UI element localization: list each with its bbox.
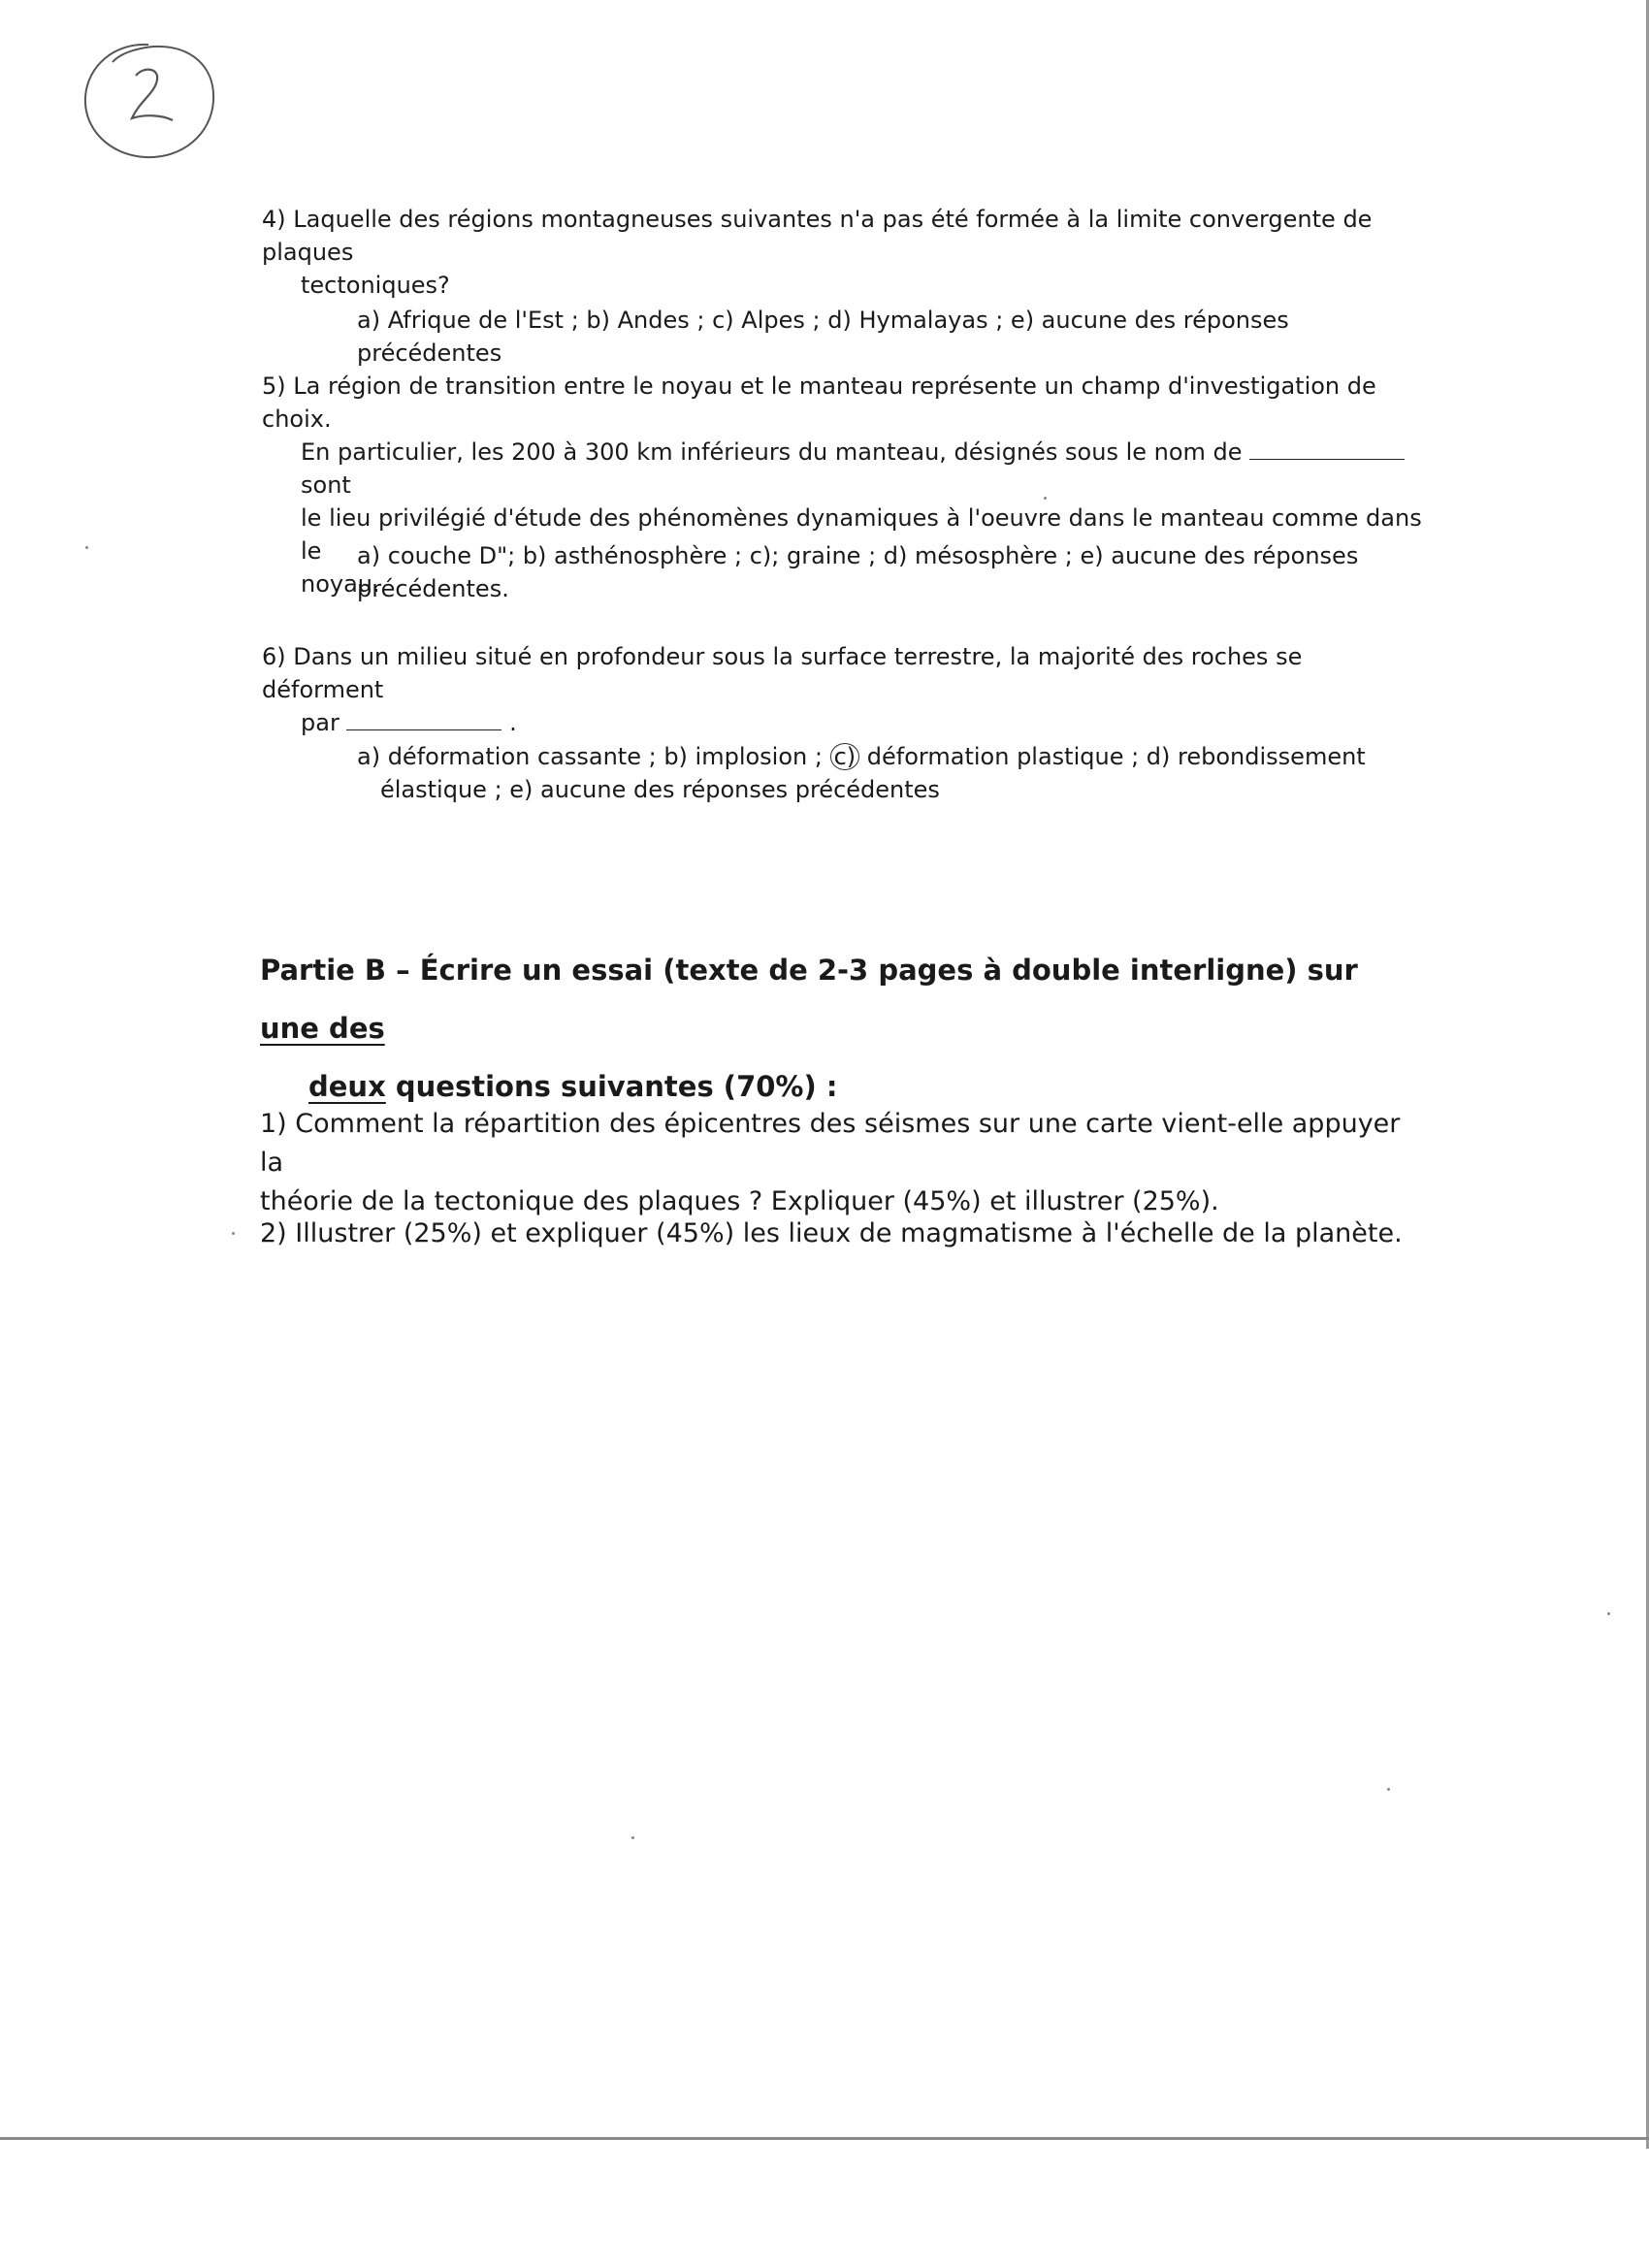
question-6-options-part-a: a) déformation cassante ; b) implosion ; [357, 743, 823, 770]
question-5-number: 5) [262, 373, 286, 400]
question-4-line-1 [262, 203, 1426, 269]
part-b-heading-line-1 [260, 941, 1424, 1057]
question-6-text-1: Dans un milieu situé en profondeur sous la surface terrestre, la majorité des roches se déforment [262, 643, 1303, 703]
question-5-options [357, 539, 1424, 605]
scan-speck [1044, 497, 1047, 500]
question-6-options-line-2: élastique ; e) aucune des réponses précédentes [380, 776, 940, 803]
question-4-options: a) Afrique de l'Est ; b) Andes ; c) Alpes ; d) Hymalayas ; e) aucune des réponses précédentes [357, 307, 1289, 367]
question-4-number: 4) [262, 206, 286, 233]
question-6-text-2a: par [301, 709, 340, 736]
essay-question-1-line-2: théorie de la tectonique des plaques ? Expliquer (45%) et illustrer (25%). [260, 1186, 1219, 1216]
page-mark-text: 2 [76, 37, 77, 38]
question-4-text-2: tectoniques? [301, 272, 450, 299]
question-5-text-2a: En particulier, les 200 à 300 km inférieurs du manteau, désignés sous le nom de [301, 438, 1243, 466]
question-6-blank [346, 708, 501, 730]
question-5-line-2 [262, 436, 1426, 502]
question-5-text-4: noyau. [301, 570, 380, 598]
part-b-heading-text-b: questions suivantes (70%) : [395, 1070, 838, 1103]
question-6-number: 6) [262, 643, 286, 670]
question-5-text-1: La région de transition entre le noyau et le manteau représente un champ d'investigation de choix. [262, 373, 1376, 433]
question-5-line-1 [262, 370, 1426, 436]
scan-speck [232, 1232, 235, 1235]
question-4 [262, 203, 1426, 302]
circled-answer-c: c) [830, 743, 860, 770]
part-b-heading-text-a: Partie B – Écrire un essai (texte de 2-3 pages à double interligne) sur [260, 954, 1358, 987]
question-4-text-1: Laquelle des régions montagneuses suivantes n'a pas été formée à la limite convergente de plaques [262, 206, 1373, 266]
part-b-heading-underlined-2: deux [308, 1070, 386, 1103]
question-5-blank [1249, 437, 1405, 460]
scan-bottom-edge [0, 2137, 1649, 2140]
question-6-line-1 [262, 640, 1426, 706]
scan-speck [1607, 1612, 1610, 1615]
question-5-text-3: le lieu privilégié d'étude des phénomènes dynamiques à l'oeuvre dans le manteau comme dans le [301, 504, 1422, 565]
scan-speck [631, 1836, 634, 1839]
question-6-options-line-1 [357, 740, 1424, 773]
handwritten-page-number-mark [76, 37, 221, 163]
question-6-options-part-b: déformation plastique ; d) rebondissement [866, 743, 1366, 770]
part-b-heading [260, 941, 1424, 1116]
essay-question-2 [260, 1215, 1424, 1253]
scan-speck [1387, 1788, 1390, 1791]
question-6-text-2b: . [509, 709, 517, 736]
question-5-text-2b: sont [301, 471, 351, 499]
part-b-heading-underlined-1: une des [260, 1012, 385, 1045]
question-6-options [357, 740, 1424, 806]
essay-question-1 [260, 1105, 1424, 1221]
question-5-options-line-2: précédentes. [357, 575, 509, 602]
question-5-options-line-1: a) couche D"; b) asthénosphère ; c); graine ; d) mésosphère ; e) aucune des réponses [357, 542, 1359, 569]
question-6-line-2 [262, 706, 1426, 739]
essay-question-1-line-1: 1) Comment la répartition des épicentres des séismes sur une carte vient-elle appuyer la [260, 1109, 1401, 1178]
question-6 [262, 640, 1426, 739]
scan-speck [85, 546, 88, 549]
essay-question-2-line-1: 2) Illustrer (25%) et expliquer (45%) les lieux de magmatisme à l'échelle de la planète. [260, 1218, 1403, 1248]
